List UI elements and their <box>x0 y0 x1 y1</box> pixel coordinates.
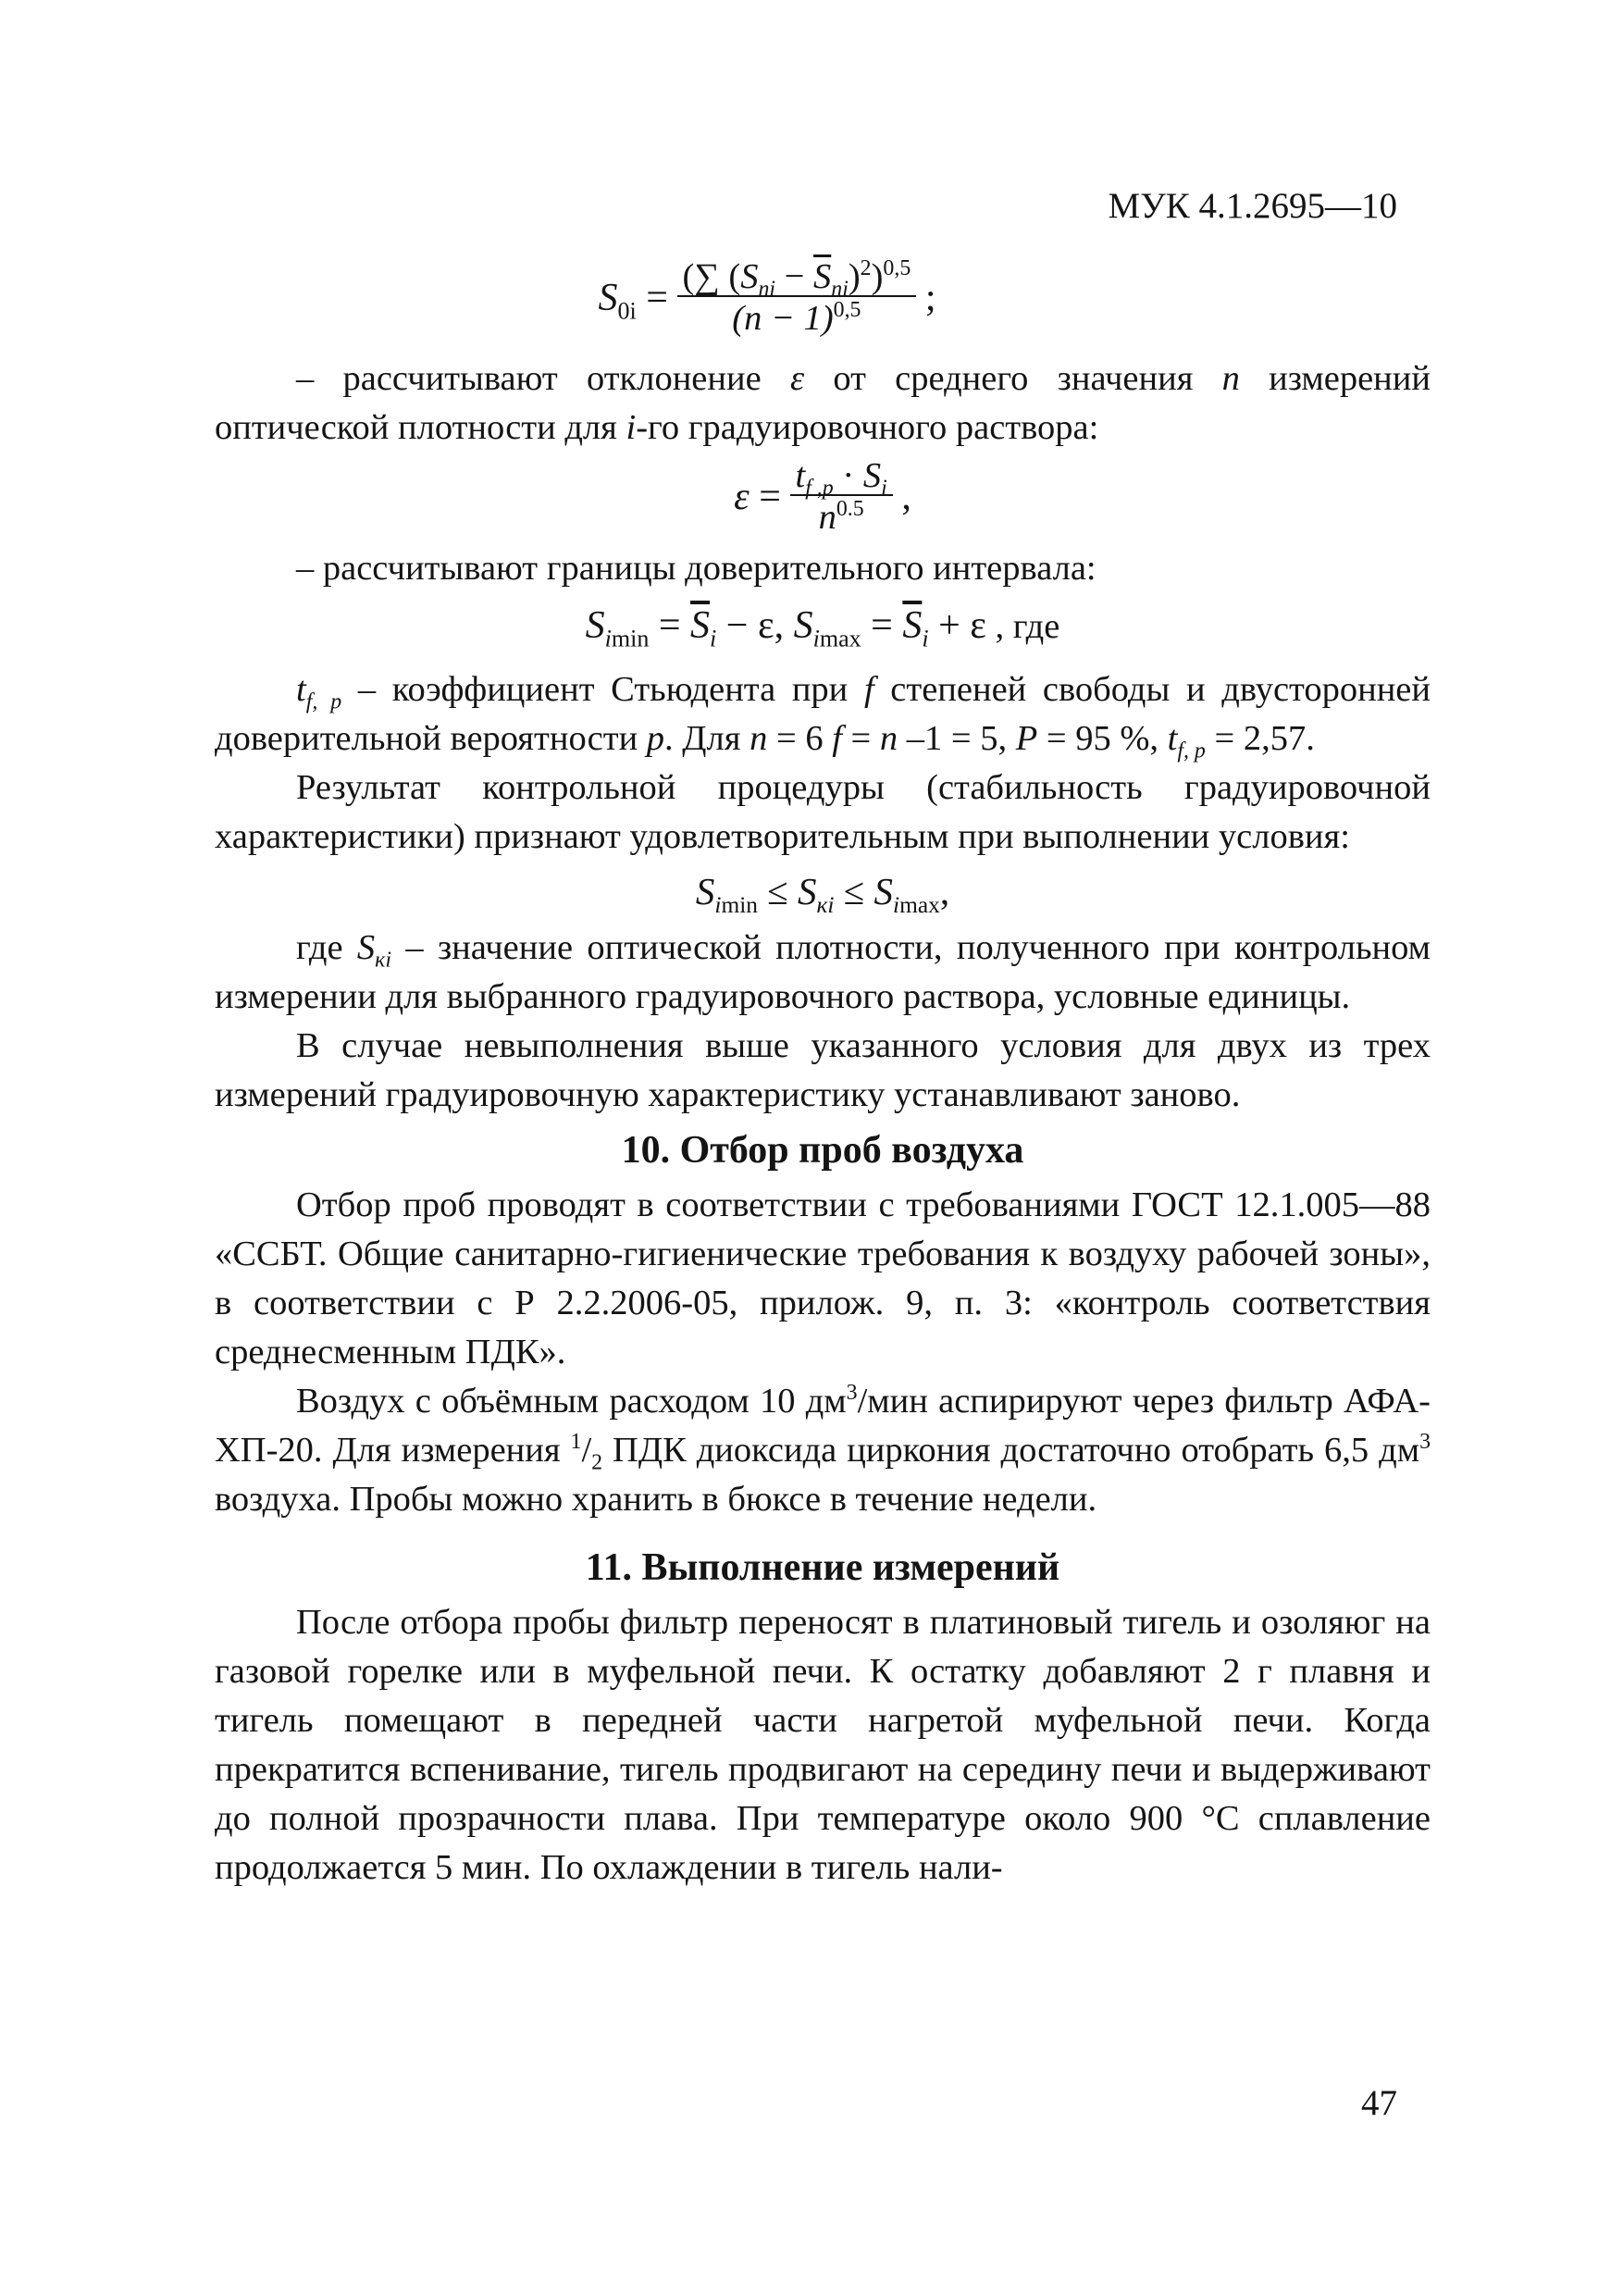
page-number: 47 <box>1361 2083 1397 2123</box>
page-content <box>215 250 1431 1893</box>
paragraph-failure: В случае невыполнения выше указанного условия для двух из трех измерений градуировочную характеристику устанавливают заново. <box>215 1026 1431 1114</box>
paragraph-result: Результат контрольной процедуры (стабильность градуировочной характеристики) признают удовлетворительным при выполнении условия: <box>215 768 1431 856</box>
paragraph-where-ski: где $S_{кi}$ – значение оптической плотности, полученного при контрольном измерении для выбранного градуировочного раствора, условные единицы. <box>215 928 1431 1016</box>
paragraph-student: $t_{f, p}$ – коэффициент Стьюдента при f степеней свободы и двусторонней доверительной вероятности p. Для n = 6 f = n –1 = 5, P = 95 %, $t_{f, p} = 2,57$. <box>215 670 1431 763</box>
section-heading-10: 10. Отбор проб воздуха <box>621 1129 1024 1172</box>
formula-s0i: $S_{0i}$ = $\frac{(\sum (S_{ni} - \overline{S}_{ni})^2)^{0,5}}{(n - 1)^{0,5}}$ ; <box>598 256 936 338</box>
fraction-epsilon: $\frac{t_{f ,p} \cdot S_i}{n^{0.5}}$ <box>790 458 893 535</box>
paragraph-measurement: После отбора пробы фильтр переносят в платиновый тигель и озоляюг на газовой горелке или в муфельной печи. К остатку добавляют 2 г плавня и тигель помещают в передней части нагретой муфельной печи. Когда прекратится вспенивание, тигель продвигают на середину печи и выдерживают до полной прозрачности плава. При температуре около 900 °С сплавление продолжается 5 мин. По охлаждении в тигель нали- <box>215 1603 1431 1887</box>
paragraph-interval: – рассчитывают границы доверительного интервала: <box>296 549 1096 588</box>
paragraph-deviation: – рассчитывают отклонение ε от среднего значения n измерений оптической плотности для i-го градуировочного раствора: <box>215 359 1431 447</box>
document-code-header: МУК 4.1.2695—10 <box>1108 186 1397 226</box>
paragraph-air-flow: Воздух с объёмным расходом 10 $дм^3$/мин аспирируют через фильтр АФА-ХП-20. Для измерения $^1/_2$ ПДК диоксида циркония достаточно отобрать 6,5 $дм^3$ воздуха. Пробы можно хранить в бюксе в течение недели. <box>215 1381 1431 1519</box>
formula-epsilon: ε = $\frac{t_{f ,p} \cdot S_i}{n^{0.5}}$ , <box>734 456 911 537</box>
section-heading-11: 11. Выполнение измерений <box>585 1546 1060 1589</box>
fraction-s0i: $\frac{(\sum (S_{ni} - \overline{S}_{ni})^2)^{0,5}}{(n - 1)^{0,5}}$ <box>677 259 917 336</box>
paragraph-sampling: Отбор проб проводят в соответствии с требованиями ГОСТ 12.1.005—88 «ССБТ. Общие санитарно-гигиенические требования к воздуху рабочей зоны», в соответствии с Р 2.2.2006-05, прилож. 9, п. 3: «контроль соответствия среднесменным ПДК». <box>215 1185 1431 1371</box>
formula-condition: $S_{imin} \le S_{кi} \le S_{imax}$, <box>695 870 950 919</box>
formula-bounds: $S_{imin} = \overline{S}_i - \varepsilon$, $S_{imax} = \overline{S}_i + \varepsilon$ , где <box>585 604 1060 652</box>
